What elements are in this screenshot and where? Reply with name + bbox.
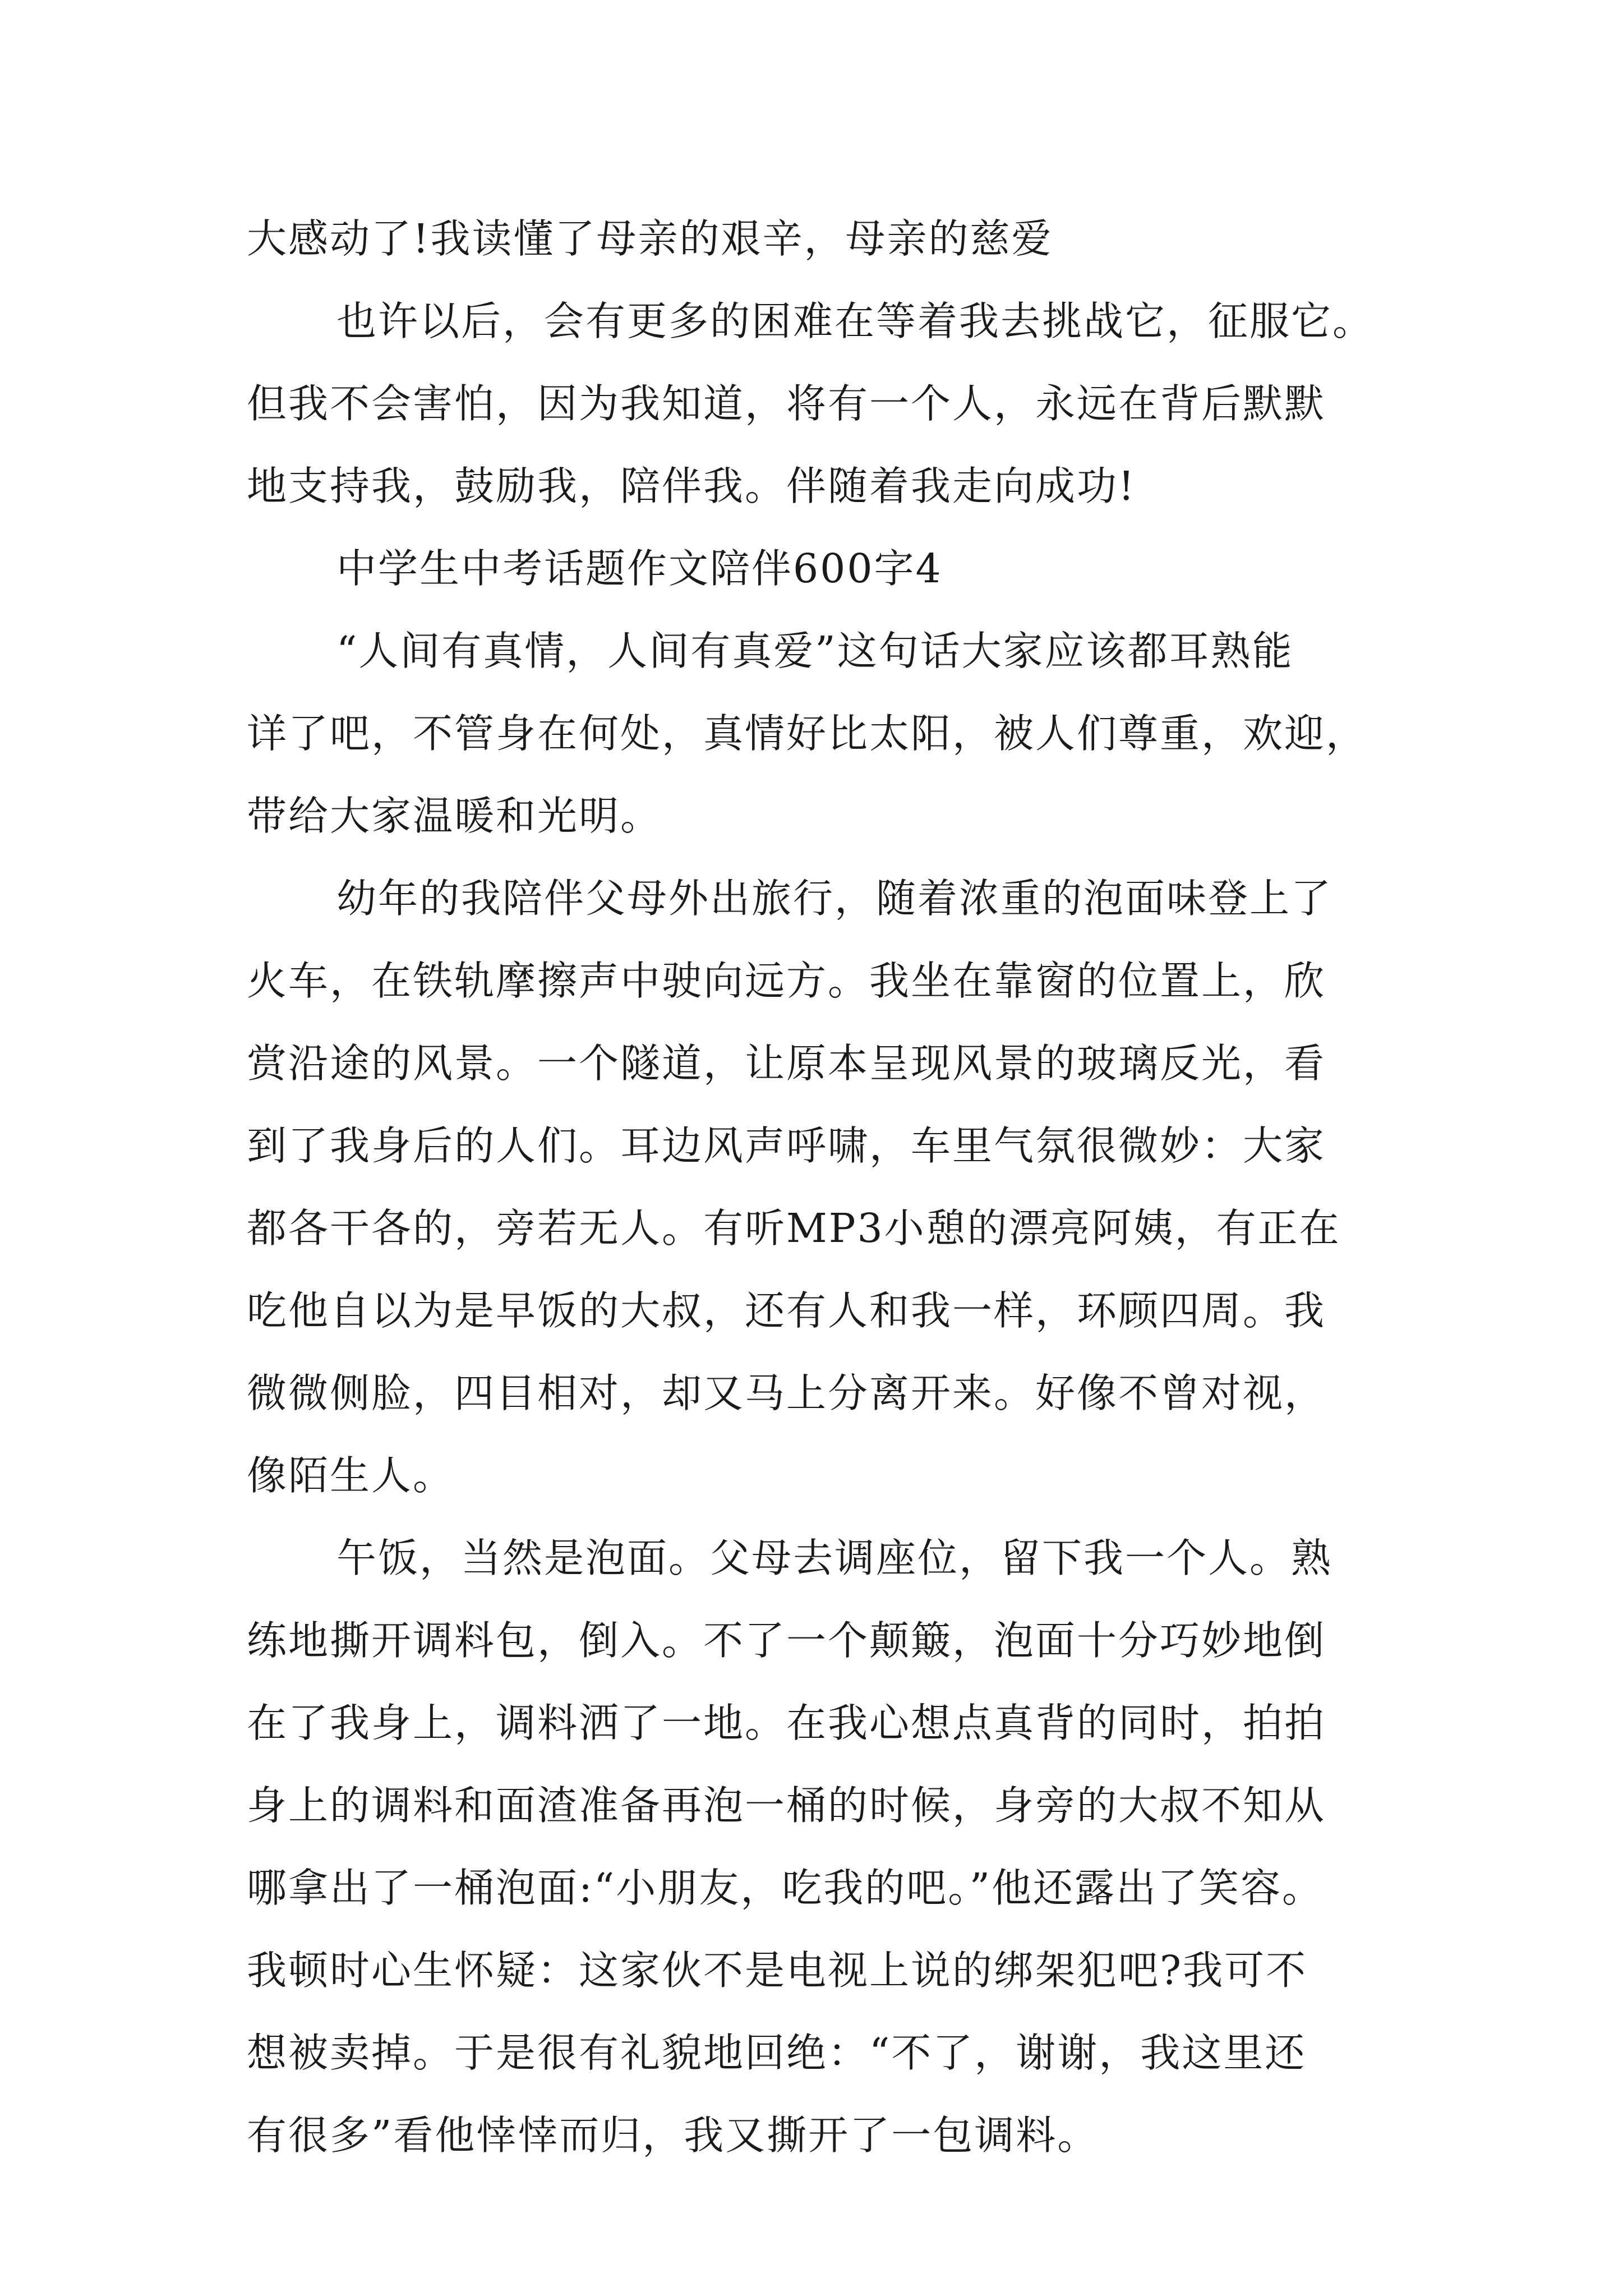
text-line: 到了我身后的人们。耳边风声呼啸，车里气氛很微妙：大家 — [247, 1122, 1326, 1169]
text-line: 大感动了!我读懂了母亲的艰辛，母亲的慈爱 — [247, 215, 1053, 262]
section-heading: 中学生中考话题作文陪伴600字4 — [336, 545, 943, 592]
text-line: 想被卖掉。于是很有礼貌地回绝：“不了，谢谢，我这里还 — [247, 2030, 1307, 2076]
text-line: 赏沿途的风景。一个隧道，让原本呈现风景的玻璃反光，看 — [247, 1040, 1326, 1087]
text-line: 也许以后，会有更多的困难在等着我去挑战它，征服它。 — [336, 298, 1375, 344]
text-line: 都各干各的，旁若无人。有听MP3小憩的漂亮阿姨，有正在 — [247, 1205, 1341, 1251]
text-line: 带给大家温暖和光明。 — [247, 793, 662, 839]
text-line: 午饭，当然是泡面。父母去调座位，留下我一个人。熟 — [336, 1535, 1333, 1581]
text-line: 身上的调料和面渣准备再泡一桶的时候，身旁的大叔不知从 — [247, 1782, 1326, 1829]
text-line: 我顿时心生怀疑：这家伙不是电视上说的绑架犯吧?我可不 — [247, 1947, 1308, 1994]
text-line: 幼年的我陪伴父母外出旅行，随着浓重的泡面味登上了 — [336, 875, 1333, 922]
text-line: 在了我身上，调料洒了一地。在我心想点真背的同时，拍拍 — [247, 1700, 1326, 1746]
text-line: 练地撕开调料包，倒入。不了一个颠簸，泡面十分巧妙地倒 — [247, 1617, 1326, 1664]
text-line: “人间有真情，人间有真爱”这句话大家应该都耳熟能 — [336, 628, 1294, 674]
text-line: 地支持我，鼓励我，陪伴我。伴随着我走向成功! — [247, 463, 1136, 509]
text-line: 有很多”看他悻悻而归，我又撕开了一包调料。 — [247, 2112, 1099, 2159]
text-line: 微微侧脸，四目相对，却又马上分离开来。好像不曾对视， — [247, 1370, 1326, 1416]
text-line: 吃他自以为是早饭的大叔，还有人和我一样，环顾四周。我 — [247, 1287, 1326, 1334]
text-line: 火车，在铁轨摩擦声中驶向远方。我坐在靠窗的位置上，欣 — [247, 958, 1326, 1004]
text-line: 哪拿出了一桶泡面:“小朋友，吃我的吧。”他还露出了笑容。 — [247, 1865, 1324, 1911]
text-line: 详了吧，不管身在何处，真情好比太阳，被人们尊重，欢迎， — [247, 710, 1368, 757]
text-line: 像陌生人。 — [247, 1452, 455, 1499]
text-line: 但我不会害怕，因为我知道，将有一个人，永远在背后默默 — [247, 380, 1326, 427]
